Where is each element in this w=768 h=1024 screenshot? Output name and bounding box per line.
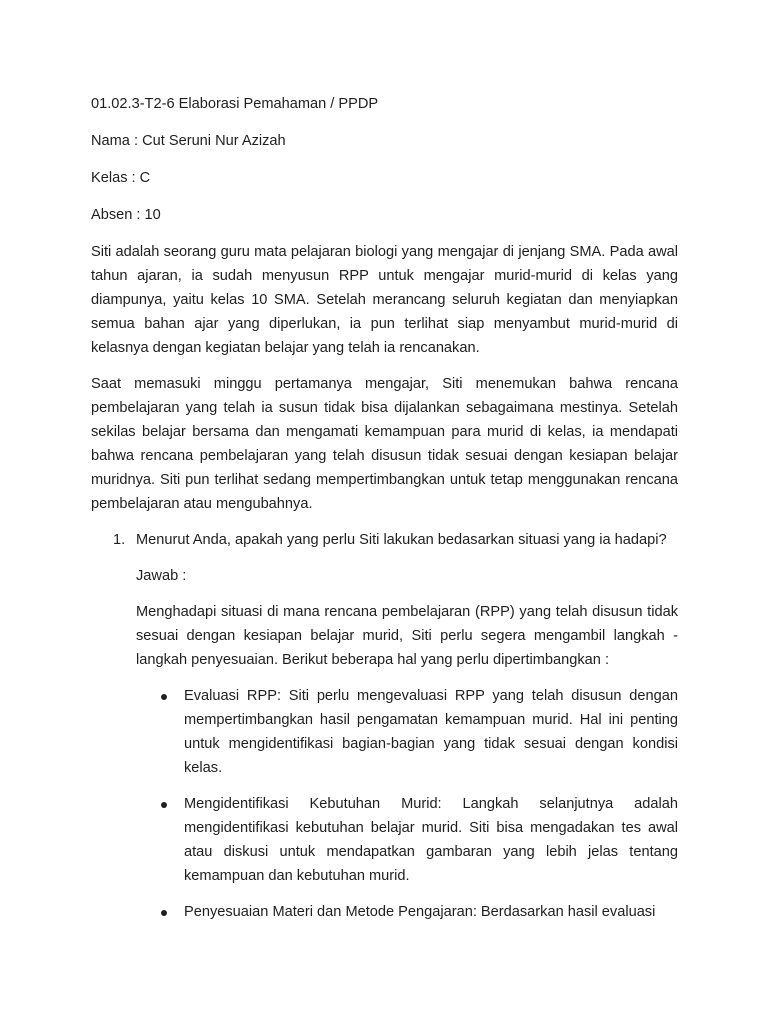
question-1	[91, 528, 678, 552]
answer-label: Jawab :	[136, 568, 187, 584]
bullet-icon	[161, 910, 167, 916]
case-paragraph-2: Saat memasuki minggu pertamanya mengajar, Siti menemukan bahwa rencana pembelajaran yang telah ia susun tidak bisa dijalankan sebagaimana mestinya. Setelah sekilas belajar bersama dan mengamati kemampuan para murid di kelas, ia mendapati bahwa rencana pembelajaran yang telah disusun tidak sesuai dengan kesiapan belajar muridnya. Siti pun terlihat sedang mempertimbangkan untuk tetap menggunakan rencana pembelajaran atau mengubahnya.	[91, 376, 678, 512]
document-page	[91, 92, 678, 936]
student-class: Kelas : C	[91, 170, 151, 186]
answer-intro: Menghadapi situasi di mana rencana pembelajaran (RPP) yang telah disusun tidak sesuai dengan kesiapan belajar murid, Siti perlu segera mengambil langkah -langkah penyesuaian. Berikut beberapa hal yang perlu dipertimbangkan :	[136, 604, 678, 668]
answer-block	[91, 564, 678, 924]
answer-bullet-list	[136, 684, 678, 924]
question-text: Menurut Anda, apakah yang perlu Siti lakukan bedasarkan situasi yang ia hadapi?	[136, 532, 667, 548]
bullet-icon	[161, 694, 167, 700]
document-title: 01.02.3-T2-6 Elaborasi Pemahaman / PPDP	[91, 96, 379, 112]
list-item	[136, 684, 678, 780]
list-item	[136, 792, 678, 888]
student-name: Nama : Cut Seruni Nur Azizah	[91, 133, 286, 149]
student-absen: Absen : 10	[91, 207, 161, 223]
question-number: 1.	[113, 532, 126, 548]
bullet-text: Evaluasi RPP: Siti perlu mengevaluasi RPP yang telah disusun dengan mempertimbangkan hasil pengamatan kemampuan murid. Hal ini penting untuk mengidentifikasi bagian-bagian yang tidak sesuai dengan kondisi kelas.	[184, 688, 678, 776]
bullet-icon	[161, 802, 167, 808]
case-paragraph-1: Siti adalah seorang guru mata pelajaran biologi yang mengajar di jenjang SMA. Pada awal tahun ajaran, ia sudah menyusun RPP untuk mengajar murid-murid di kelas yang diampunya, yaitu kelas 10 SMA. Setelah merancang seluruh kegiatan dan menyiapkan semua bahan ajar yang diperlukan, ia pun terlihat siap menyambut murid-murid di kelasnya dengan kegiatan belajar yang telah ia rencanakan.	[91, 244, 678, 356]
list-item	[136, 900, 678, 924]
bullet-text: Penyesuaian Materi dan Metode Pengajaran: Berdasarkan hasil evaluasi	[184, 904, 656, 920]
bullet-text: Mengidentifikasi Kebutuhan Murid: Langkah selanjutnya adalah mengidentifikasi kebutuhan belajar murid. Siti bisa mengadakan tes awal atau diskusi untuk mendapatkan gambaran yang lebih jelas tentang kemampuan dan kebutuhan murid.	[184, 796, 678, 884]
